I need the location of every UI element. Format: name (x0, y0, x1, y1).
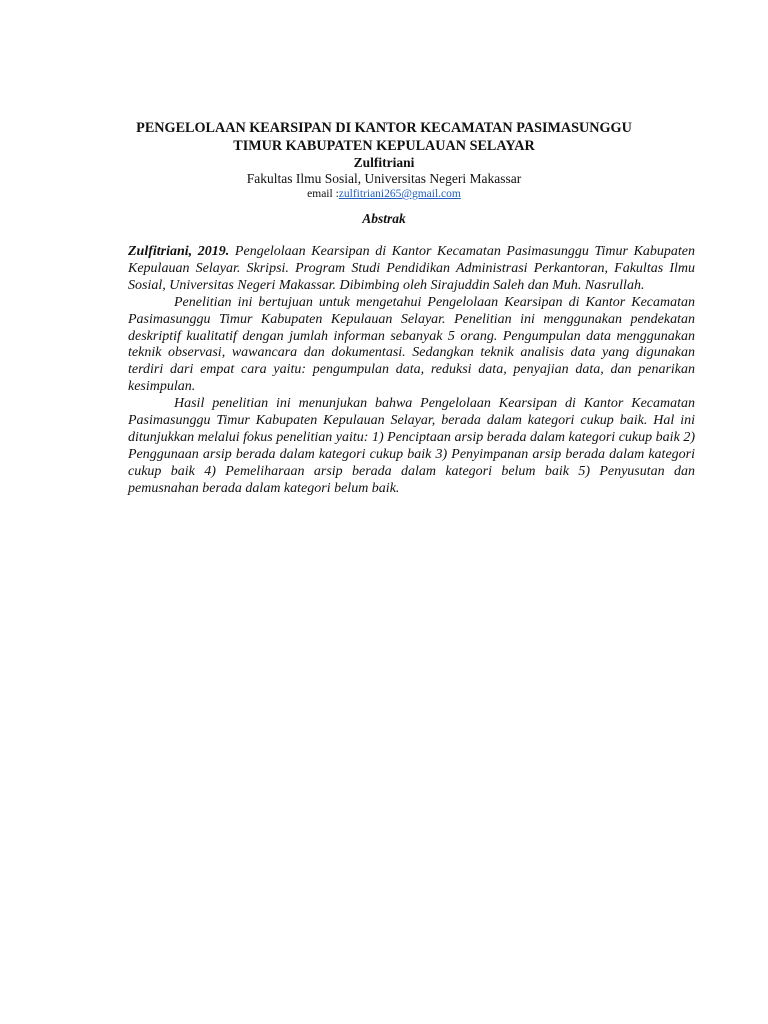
paper-header (110, 119, 658, 201)
paper-title-line-1: PENGELOLAAN KEARSIPAN DI KANTOR KECAMATAN PASIMASUNGGU (136, 120, 632, 136)
abstract-body (128, 244, 695, 498)
author-name: Zulfitriani (353, 155, 415, 170)
abstract-paragraph-1: Penelitian ini bertujuan untuk mengetahui Pengelolaan Kearsipan di Kantor Kecamatan Pasimasunggu Timur Kabupaten Kepulauan Selayar. Penelitian ini menggunakan pendekatan deskriptif kualitatif dengan jumlah informan sebanyak 5 orang. Pengumpulan data menggunakan teknik observasi, wawancara dan dokumentasi. Sedangkan teknik analisis data yang digunakan terdiri dari empat cara yaitu: pengumpulan data, reduksi data, penyajian data, dan penarikan kesimpulan. (128, 294, 695, 395)
email-label: email : (307, 188, 339, 200)
author-email-line (110, 187, 658, 201)
abstract-paragraph-2: Hasil penelitian ini menunjukan bahwa Pengelolaan Kearsipan di Kantor Kecamatan Pasimasunggu Timur Kabupaten Kepulauan Selayar, berada dalam kategori cukup baik. Hal ini ditunjukkan melalui fokus penelitian yaitu: 1) Penciptaan arsip berada dalam kategori cukup baik 2) Penggunaan arsip berada dalam kategori cukup baik 3) Penyimpanan arsip berada dalam kategori cukup baik 4) Pemeliharaan arsip berada dalam kategori belum baik 5) Penyusutan dan pemusnahan berada dalam kategori belum baik. (128, 396, 695, 496)
email-link[interactable]: zulfitriani265@gmail.com (338, 188, 461, 200)
paper-title-line-2: TIMUR KABUPATEN KEPULAUAN SELAYAR (233, 138, 535, 154)
citation-author-year: Zulfitriani, 2019. (128, 244, 230, 259)
abstract-citation (128, 244, 695, 295)
citation-text: Pengelolaan Kearsipan di Kantor Kecamatan Pasimasunggu Timur Kabupaten Kepulauan Selayar. Skripsi. Program Studi Pendidikan Administrasi Perkantoran, Fakultas Ilmu Sosial, Universitas Negeri Makassar. Dibimbing oleh Sirajuddin Saleh dan Muh. Nasrullah. (128, 244, 696, 293)
abstract-heading: Abstrak (362, 211, 406, 226)
author-affiliation: Fakultas Ilmu Sosial, Universitas Negeri Makassar (246, 171, 522, 186)
